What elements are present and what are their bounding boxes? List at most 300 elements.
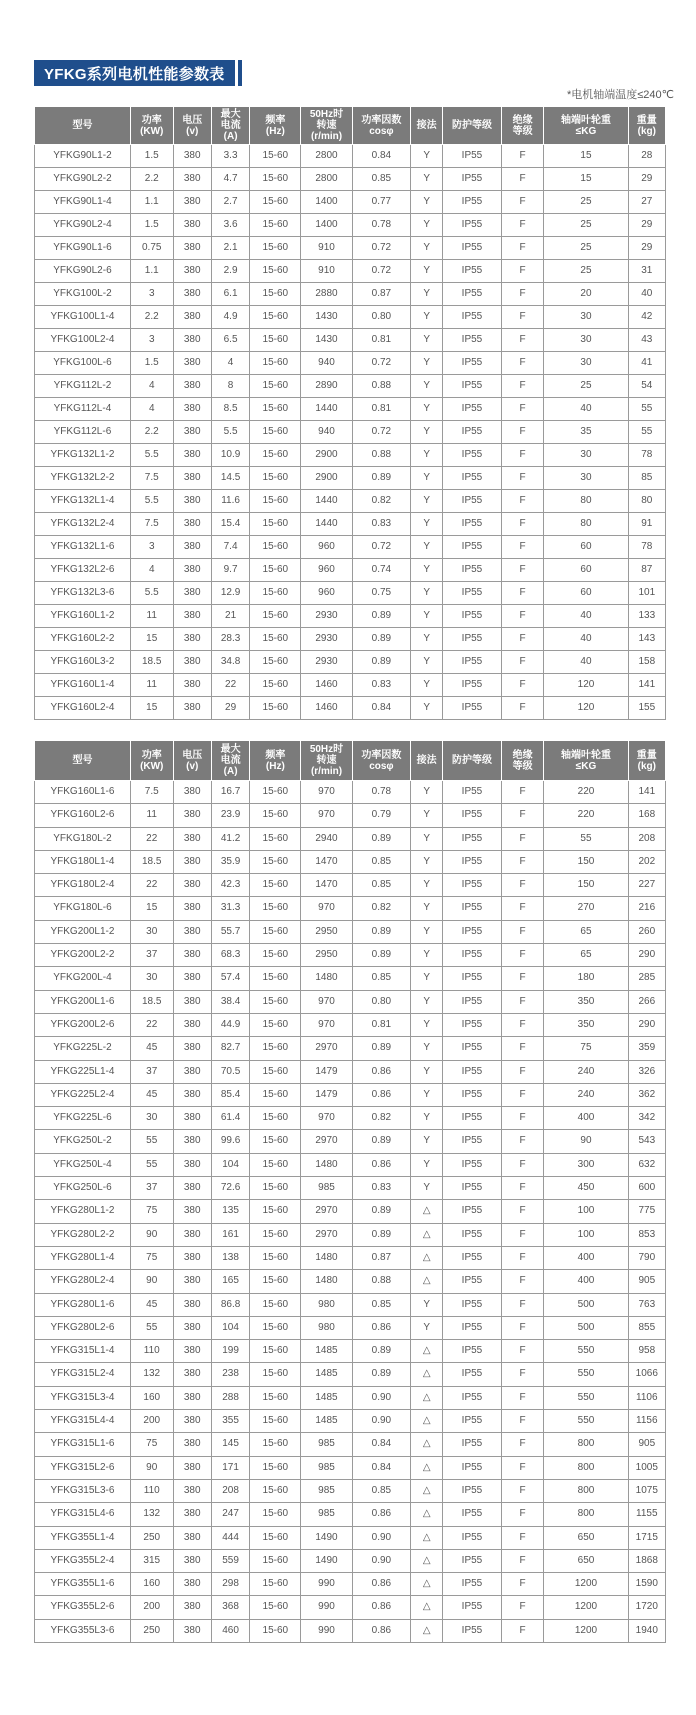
header-power: 功率 (KW) bbox=[130, 741, 173, 781]
cell-model: YFKG200L1-2 bbox=[35, 920, 131, 943]
cell-insulation: F bbox=[501, 559, 544, 582]
cell-power: 22 bbox=[130, 827, 173, 850]
cell-connection: Y bbox=[411, 444, 443, 467]
cell-model: YFKG315L3-6 bbox=[35, 1479, 131, 1502]
table-body bbox=[35, 145, 666, 720]
cell-model: YFKG225L2-4 bbox=[35, 1083, 131, 1106]
cell-connection: Y bbox=[411, 920, 443, 943]
cell-insulation: F bbox=[501, 1316, 544, 1339]
cell-frequency: 15-60 bbox=[250, 306, 301, 329]
cell-insulation: F bbox=[501, 1573, 544, 1596]
cell-protection: IP55 bbox=[443, 1130, 502, 1153]
cell-power-factor: 0.72 bbox=[352, 421, 411, 444]
cell-frequency: 15-60 bbox=[250, 260, 301, 283]
cell-weight: 1005 bbox=[628, 1456, 665, 1479]
cell-voltage: 380 bbox=[173, 920, 211, 943]
cell-power-factor: 0.83 bbox=[352, 513, 411, 536]
cell-connection: Y bbox=[411, 1083, 443, 1106]
cell-speed: 1485 bbox=[301, 1363, 352, 1386]
cell-max-current: 55.7 bbox=[211, 920, 249, 943]
cell-protection: IP55 bbox=[443, 237, 502, 260]
cell-speed: 1485 bbox=[301, 1410, 352, 1433]
cell-connection: Y bbox=[411, 605, 443, 628]
table-row bbox=[35, 605, 666, 628]
cell-voltage: 380 bbox=[173, 1293, 211, 1316]
cell-max-current: 3.3 bbox=[211, 145, 249, 168]
cell-speed: 1430 bbox=[301, 306, 352, 329]
cell-model: YFKG160L2-4 bbox=[35, 697, 131, 720]
cell-voltage: 380 bbox=[173, 874, 211, 897]
cell-speed: 985 bbox=[301, 1433, 352, 1456]
cell-weight: 78 bbox=[628, 536, 665, 559]
cell-speed: 2930 bbox=[301, 628, 352, 651]
cell-model: YFKG250L-6 bbox=[35, 1177, 131, 1200]
cell-impeller-weight: 550 bbox=[544, 1386, 628, 1409]
cell-protection: IP55 bbox=[443, 1270, 502, 1293]
cell-impeller-weight: 15 bbox=[544, 145, 628, 168]
cell-max-current: 444 bbox=[211, 1526, 249, 1549]
cell-weight: 41 bbox=[628, 352, 665, 375]
cell-voltage: 380 bbox=[173, 1410, 211, 1433]
cell-max-current: 9.7 bbox=[211, 559, 249, 582]
cell-speed: 960 bbox=[301, 536, 352, 559]
cell-weight: 141 bbox=[628, 674, 665, 697]
cell-frequency: 15-60 bbox=[250, 1060, 301, 1083]
cell-protection: IP55 bbox=[443, 781, 502, 804]
cell-speed: 970 bbox=[301, 1013, 352, 1036]
cell-insulation: F bbox=[501, 467, 544, 490]
table-row bbox=[35, 168, 666, 191]
cell-max-current: 138 bbox=[211, 1246, 249, 1269]
cell-impeller-weight: 180 bbox=[544, 967, 628, 990]
cell-connection: Y bbox=[411, 1293, 443, 1316]
cell-speed: 2970 bbox=[301, 1223, 352, 1246]
cell-insulation: F bbox=[501, 1526, 544, 1549]
cell-voltage: 380 bbox=[173, 1177, 211, 1200]
cell-power: 11 bbox=[130, 605, 173, 628]
cell-impeller-weight: 15 bbox=[544, 168, 628, 191]
cell-power-factor: 0.85 bbox=[352, 1479, 411, 1502]
cell-max-current: 82.7 bbox=[211, 1037, 249, 1060]
cell-impeller-weight: 800 bbox=[544, 1503, 628, 1526]
cell-weight: 853 bbox=[628, 1223, 665, 1246]
cell-connection: Y bbox=[411, 306, 443, 329]
cell-voltage: 380 bbox=[173, 1060, 211, 1083]
cell-frequency: 15-60 bbox=[250, 697, 301, 720]
cell-model: YFKG160L1-6 bbox=[35, 781, 131, 804]
cell-max-current: 2.7 bbox=[211, 191, 249, 214]
cell-insulation: F bbox=[501, 1083, 544, 1106]
cell-power: 45 bbox=[130, 1293, 173, 1316]
cell-insulation: F bbox=[501, 781, 544, 804]
cell-weight: 600 bbox=[628, 1177, 665, 1200]
cell-speed: 990 bbox=[301, 1596, 352, 1619]
cell-max-current: 4 bbox=[211, 352, 249, 375]
cell-frequency: 15-60 bbox=[250, 1037, 301, 1060]
cell-connection: Y bbox=[411, 1037, 443, 1060]
cell-protection: IP55 bbox=[443, 398, 502, 421]
cell-power: 90 bbox=[130, 1223, 173, 1246]
table-row bbox=[35, 1177, 666, 1200]
table-row bbox=[35, 874, 666, 897]
cell-power: 3 bbox=[130, 329, 173, 352]
cell-insulation: F bbox=[501, 260, 544, 283]
cell-max-current: 559 bbox=[211, 1549, 249, 1572]
cell-max-current: 57.4 bbox=[211, 967, 249, 990]
cell-speed: 990 bbox=[301, 1619, 352, 1642]
cell-max-current: 135 bbox=[211, 1200, 249, 1223]
cell-max-current: 288 bbox=[211, 1386, 249, 1409]
cell-insulation: F bbox=[501, 1619, 544, 1642]
cell-insulation: F bbox=[501, 990, 544, 1013]
cell-connection: Y bbox=[411, 967, 443, 990]
cell-power-factor: 0.89 bbox=[352, 651, 411, 674]
cell-voltage: 380 bbox=[173, 352, 211, 375]
cell-connection: Y bbox=[411, 897, 443, 920]
cell-max-current: 70.5 bbox=[211, 1060, 249, 1083]
cell-max-current: 23.9 bbox=[211, 804, 249, 827]
cell-power: 200 bbox=[130, 1410, 173, 1433]
cell-voltage: 380 bbox=[173, 1200, 211, 1223]
cell-weight: 87 bbox=[628, 559, 665, 582]
header-impeller-weight: 轴端叶轮重 ≤KG bbox=[544, 741, 628, 781]
cell-connection: Y bbox=[411, 850, 443, 873]
cell-max-current: 145 bbox=[211, 1433, 249, 1456]
table-row bbox=[35, 329, 666, 352]
cell-speed: 940 bbox=[301, 352, 352, 375]
cell-connection: Y bbox=[411, 697, 443, 720]
cell-power-factor: 0.78 bbox=[352, 781, 411, 804]
table-row bbox=[35, 1456, 666, 1479]
cell-connection: Y bbox=[411, 651, 443, 674]
cell-frequency: 15-60 bbox=[250, 283, 301, 306]
cell-speed: 960 bbox=[301, 582, 352, 605]
cell-frequency: 15-60 bbox=[250, 536, 301, 559]
cell-connection: Y bbox=[411, 559, 443, 582]
cell-model: YFKG132L3-6 bbox=[35, 582, 131, 605]
table-row bbox=[35, 237, 666, 260]
cell-power: 90 bbox=[130, 1270, 173, 1293]
cell-weight: 202 bbox=[628, 850, 665, 873]
cell-weight: 43 bbox=[628, 329, 665, 352]
cell-power: 55 bbox=[130, 1130, 173, 1153]
cell-protection: IP55 bbox=[443, 375, 502, 398]
cell-protection: IP55 bbox=[443, 1107, 502, 1130]
cell-voltage: 380 bbox=[173, 827, 211, 850]
cell-speed: 1480 bbox=[301, 967, 352, 990]
cell-insulation: F bbox=[501, 306, 544, 329]
spec-table-2 bbox=[34, 740, 666, 1643]
cell-insulation: F bbox=[501, 605, 544, 628]
cell-weight: 155 bbox=[628, 697, 665, 720]
cell-connection: Y bbox=[411, 674, 443, 697]
cell-model: YFKG280L1-4 bbox=[35, 1246, 131, 1269]
header-power-factor: 功率因数 cosφ bbox=[352, 107, 411, 145]
cell-impeller-weight: 550 bbox=[544, 1410, 628, 1433]
cell-speed: 1470 bbox=[301, 874, 352, 897]
cell-speed: 2930 bbox=[301, 651, 352, 674]
cell-weight: 905 bbox=[628, 1270, 665, 1293]
cell-speed: 985 bbox=[301, 1456, 352, 1479]
cell-max-current: 86.8 bbox=[211, 1293, 249, 1316]
cell-power: 3 bbox=[130, 283, 173, 306]
cell-frequency: 15-60 bbox=[250, 1107, 301, 1130]
cell-protection: IP55 bbox=[443, 306, 502, 329]
cell-frequency: 15-60 bbox=[250, 920, 301, 943]
cell-connection: Y bbox=[411, 421, 443, 444]
header-protection: 防护等级 bbox=[443, 107, 502, 145]
cell-insulation: F bbox=[501, 237, 544, 260]
cell-voltage: 380 bbox=[173, 1549, 211, 1572]
cell-speed: 1490 bbox=[301, 1526, 352, 1549]
cell-power: 4 bbox=[130, 559, 173, 582]
cell-max-current: 104 bbox=[211, 1153, 249, 1176]
cell-insulation: F bbox=[501, 513, 544, 536]
cell-impeller-weight: 450 bbox=[544, 1177, 628, 1200]
cell-insulation: F bbox=[501, 1246, 544, 1269]
cell-power-factor: 0.77 bbox=[352, 191, 411, 214]
cell-max-current: 5.5 bbox=[211, 421, 249, 444]
cell-protection: IP55 bbox=[443, 1316, 502, 1339]
cell-speed: 970 bbox=[301, 1107, 352, 1130]
cell-speed: 2970 bbox=[301, 1130, 352, 1153]
cell-weight: 141 bbox=[628, 781, 665, 804]
cell-max-current: 6.5 bbox=[211, 329, 249, 352]
cell-frequency: 15-60 bbox=[250, 1410, 301, 1433]
cell-impeller-weight: 1200 bbox=[544, 1573, 628, 1596]
cell-weight: 1715 bbox=[628, 1526, 665, 1549]
cell-speed: 985 bbox=[301, 1177, 352, 1200]
cell-voltage: 380 bbox=[173, 1316, 211, 1339]
cell-connection: Y bbox=[411, 804, 443, 827]
cell-impeller-weight: 100 bbox=[544, 1200, 628, 1223]
cell-impeller-weight: 75 bbox=[544, 1037, 628, 1060]
cell-voltage: 380 bbox=[173, 850, 211, 873]
cell-insulation: F bbox=[501, 490, 544, 513]
header-speed: 50Hz时 转速 (r/min) bbox=[301, 741, 352, 781]
cell-model: YFKG315L1-6 bbox=[35, 1433, 131, 1456]
cell-power: 7.5 bbox=[130, 513, 173, 536]
cell-insulation: F bbox=[501, 1340, 544, 1363]
cell-max-current: 165 bbox=[211, 1270, 249, 1293]
cell-voltage: 380 bbox=[173, 421, 211, 444]
table-row bbox=[35, 444, 666, 467]
table-row bbox=[35, 490, 666, 513]
cell-connection: △ bbox=[411, 1386, 443, 1409]
cell-voltage: 380 bbox=[173, 214, 211, 237]
cell-connection: Y bbox=[411, 490, 443, 513]
cell-speed: 1480 bbox=[301, 1270, 352, 1293]
cell-power: 2.2 bbox=[130, 421, 173, 444]
table-row bbox=[35, 536, 666, 559]
cell-model: YFKG100L-6 bbox=[35, 352, 131, 375]
table-row bbox=[35, 1526, 666, 1549]
cell-protection: IP55 bbox=[443, 1200, 502, 1223]
header-protection: 防护等级 bbox=[443, 741, 502, 781]
cell-model: YFKG90L2-2 bbox=[35, 168, 131, 191]
cell-weight: 543 bbox=[628, 1130, 665, 1153]
cell-speed: 2930 bbox=[301, 605, 352, 628]
cell-impeller-weight: 35 bbox=[544, 421, 628, 444]
cell-power: 5.5 bbox=[130, 582, 173, 605]
table-row bbox=[35, 191, 666, 214]
cell-weight: 168 bbox=[628, 804, 665, 827]
cell-power: 4 bbox=[130, 375, 173, 398]
page-title: YFKG系列电机性能参数表 bbox=[34, 60, 235, 86]
table-row bbox=[35, 1270, 666, 1293]
cell-protection: IP55 bbox=[443, 1549, 502, 1572]
cell-connection: △ bbox=[411, 1270, 443, 1293]
table-row bbox=[35, 145, 666, 168]
cell-impeller-weight: 550 bbox=[544, 1340, 628, 1363]
cell-connection: Y bbox=[411, 1177, 443, 1200]
cell-power: 1.1 bbox=[130, 260, 173, 283]
cell-voltage: 380 bbox=[173, 605, 211, 628]
cell-connection: Y bbox=[411, 513, 443, 536]
cell-model: YFKG132L2-6 bbox=[35, 559, 131, 582]
table-row bbox=[35, 398, 666, 421]
cell-max-current: 38.4 bbox=[211, 990, 249, 1013]
cell-power-factor: 0.82 bbox=[352, 1107, 411, 1130]
cell-max-current: 42.3 bbox=[211, 874, 249, 897]
cell-max-current: 10.9 bbox=[211, 444, 249, 467]
cell-protection: IP55 bbox=[443, 944, 502, 967]
cell-model: YFKG315L2-4 bbox=[35, 1363, 131, 1386]
cell-impeller-weight: 240 bbox=[544, 1083, 628, 1106]
cell-connection: △ bbox=[411, 1410, 443, 1433]
cell-protection: IP55 bbox=[443, 1153, 502, 1176]
cell-impeller-weight: 40 bbox=[544, 605, 628, 628]
cell-weight: 359 bbox=[628, 1037, 665, 1060]
cell-voltage: 380 bbox=[173, 375, 211, 398]
cell-speed: 1485 bbox=[301, 1340, 352, 1363]
cell-impeller-weight: 65 bbox=[544, 920, 628, 943]
cell-insulation: F bbox=[501, 1479, 544, 1502]
cell-insulation: F bbox=[501, 944, 544, 967]
cell-model: YFKG90L2-6 bbox=[35, 260, 131, 283]
cell-max-current: 355 bbox=[211, 1410, 249, 1433]
cell-power: 5.5 bbox=[130, 490, 173, 513]
cell-frequency: 15-60 bbox=[250, 990, 301, 1013]
cell-insulation: F bbox=[501, 697, 544, 720]
cell-impeller-weight: 1200 bbox=[544, 1596, 628, 1619]
cell-max-current: 368 bbox=[211, 1596, 249, 1619]
cell-model: YFKG180L-6 bbox=[35, 897, 131, 920]
cell-impeller-weight: 55 bbox=[544, 827, 628, 850]
cell-model: YFKG100L-2 bbox=[35, 283, 131, 306]
table-row bbox=[35, 1619, 666, 1642]
cell-power: 132 bbox=[130, 1363, 173, 1386]
table-body bbox=[35, 781, 666, 1643]
cell-impeller-weight: 650 bbox=[544, 1549, 628, 1572]
cell-power: 110 bbox=[130, 1479, 173, 1502]
cell-protection: IP55 bbox=[443, 1479, 502, 1502]
cell-insulation: F bbox=[501, 897, 544, 920]
cell-insulation: F bbox=[501, 421, 544, 444]
cell-insulation: F bbox=[501, 1223, 544, 1246]
cell-protection: IP55 bbox=[443, 1526, 502, 1549]
cell-speed: 1490 bbox=[301, 1549, 352, 1572]
cell-power: 90 bbox=[130, 1456, 173, 1479]
cell-protection: IP55 bbox=[443, 1246, 502, 1269]
cell-insulation: F bbox=[501, 674, 544, 697]
cell-impeller-weight: 100 bbox=[544, 1223, 628, 1246]
cell-insulation: F bbox=[501, 1386, 544, 1409]
cell-power-factor: 0.81 bbox=[352, 398, 411, 421]
cell-speed: 940 bbox=[301, 421, 352, 444]
cell-connection: Y bbox=[411, 352, 443, 375]
cell-weight: 55 bbox=[628, 398, 665, 421]
cell-insulation: F bbox=[501, 1549, 544, 1572]
table-row bbox=[35, 674, 666, 697]
cell-frequency: 15-60 bbox=[250, 1130, 301, 1153]
cell-connection: Y bbox=[411, 191, 443, 214]
cell-frequency: 15-60 bbox=[250, 1177, 301, 1200]
cell-insulation: F bbox=[501, 145, 544, 168]
cell-impeller-weight: 500 bbox=[544, 1316, 628, 1339]
temperature-note: *电机轴端温度≤240℃ bbox=[566, 89, 674, 101]
table-header-row bbox=[35, 741, 666, 781]
cell-insulation: F bbox=[501, 352, 544, 375]
cell-power: 1.1 bbox=[130, 191, 173, 214]
cell-protection: IP55 bbox=[443, 920, 502, 943]
cell-model: YFKG280L1-2 bbox=[35, 1200, 131, 1223]
cell-connection: Y bbox=[411, 260, 443, 283]
cell-power: 45 bbox=[130, 1037, 173, 1060]
cell-protection: IP55 bbox=[443, 467, 502, 490]
cell-power-factor: 0.86 bbox=[352, 1619, 411, 1642]
header-voltage: 电压 (v) bbox=[173, 107, 211, 145]
cell-weight: 80 bbox=[628, 490, 665, 513]
cell-frequency: 15-60 bbox=[250, 850, 301, 873]
cell-impeller-weight: 400 bbox=[544, 1246, 628, 1269]
cell-speed: 970 bbox=[301, 781, 352, 804]
cell-max-current: 28.3 bbox=[211, 628, 249, 651]
cell-frequency: 15-60 bbox=[250, 467, 301, 490]
cell-model: YFKG200L2-6 bbox=[35, 1013, 131, 1036]
cell-weight: 1075 bbox=[628, 1479, 665, 1502]
cell-power-factor: 0.89 bbox=[352, 1200, 411, 1223]
cell-model: YFKG160L2-2 bbox=[35, 628, 131, 651]
cell-model: YFKG200L1-6 bbox=[35, 990, 131, 1013]
cell-power-factor: 0.89 bbox=[352, 944, 411, 967]
cell-power-factor: 0.72 bbox=[352, 536, 411, 559]
cell-speed: 1400 bbox=[301, 214, 352, 237]
cell-protection: IP55 bbox=[443, 1596, 502, 1619]
cell-speed: 910 bbox=[301, 237, 352, 260]
cell-frequency: 15-60 bbox=[250, 1223, 301, 1246]
cell-weight: 1590 bbox=[628, 1573, 665, 1596]
cell-voltage: 380 bbox=[173, 582, 211, 605]
cell-voltage: 380 bbox=[173, 781, 211, 804]
cell-impeller-weight: 350 bbox=[544, 990, 628, 1013]
cell-power-factor: 0.85 bbox=[352, 168, 411, 191]
cell-voltage: 380 bbox=[173, 145, 211, 168]
cell-power-factor: 0.89 bbox=[352, 1363, 411, 1386]
cell-connection: Y bbox=[411, 168, 443, 191]
cell-power: 30 bbox=[130, 967, 173, 990]
cell-frequency: 15-60 bbox=[250, 191, 301, 214]
cell-speed: 1485 bbox=[301, 1386, 352, 1409]
cell-impeller-weight: 30 bbox=[544, 306, 628, 329]
cell-max-current: 6.1 bbox=[211, 283, 249, 306]
cell-speed: 1440 bbox=[301, 490, 352, 513]
cell-model: YFKG200L-4 bbox=[35, 967, 131, 990]
cell-frequency: 15-60 bbox=[250, 1200, 301, 1223]
cell-frequency: 15-60 bbox=[250, 1549, 301, 1572]
cell-impeller-weight: 80 bbox=[544, 490, 628, 513]
cell-voltage: 380 bbox=[173, 1596, 211, 1619]
